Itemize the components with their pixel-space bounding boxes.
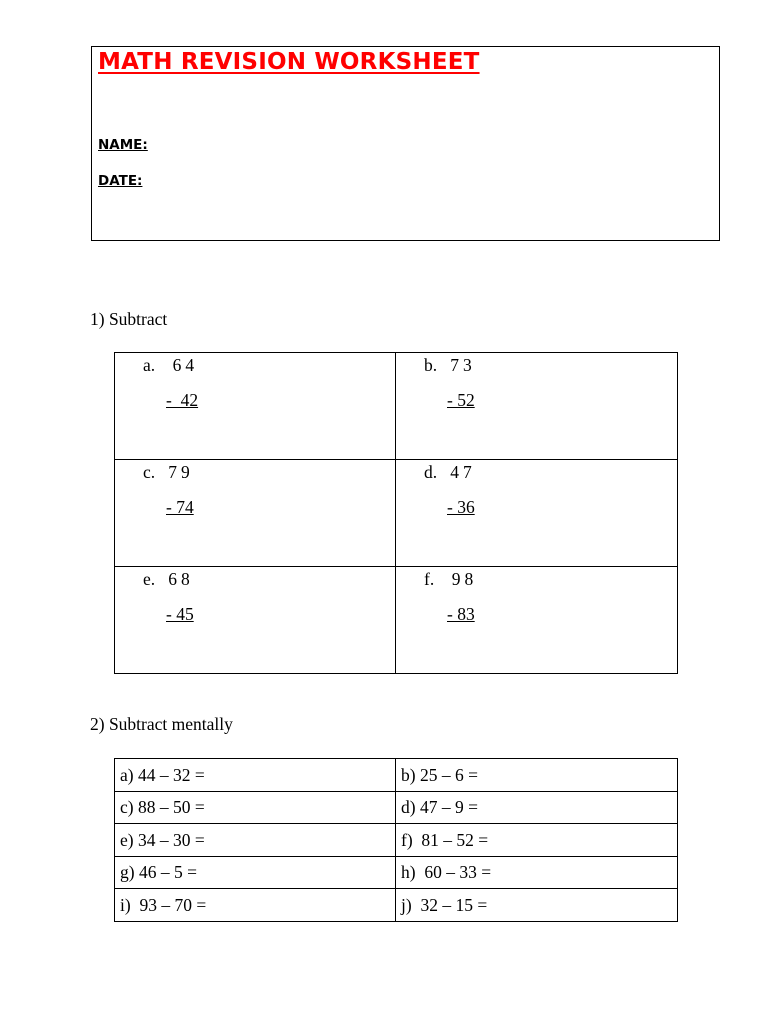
problem-letter: c.: [143, 462, 156, 482]
worksheet-title: MATH REVISION WORKSHEET: [98, 49, 480, 75]
mental-item-f: f) 81 – 52 =: [396, 824, 678, 857]
problem-letter: f.: [424, 569, 435, 589]
table-row: [115, 353, 678, 460]
problem-minuend: 47: [450, 462, 476, 482]
problem-minuend: 98: [451, 569, 478, 589]
problem-top-line: [424, 355, 476, 376]
mental-subtraction-table: [114, 758, 678, 922]
problem-top-line: [424, 569, 477, 590]
problem-letter: e.: [143, 569, 156, 589]
problem-top-line: [143, 355, 198, 376]
table-row: [115, 856, 678, 889]
problem-subtrahend: - 42: [166, 390, 199, 410]
problem-letter: a.: [143, 355, 156, 375]
problem-subtrahend: - 52: [447, 390, 475, 410]
problem-cell-d: [396, 460, 678, 567]
problem-minuend: 79: [168, 462, 194, 482]
table-row: [115, 460, 678, 567]
problem-subtrahend: - 36: [447, 497, 475, 517]
problem-minuend: 68: [168, 569, 194, 589]
problem-top-line: [143, 569, 194, 590]
table-row: [115, 759, 678, 792]
problem-cell-b: [396, 353, 678, 460]
problem-cell-e: [115, 567, 396, 674]
problem-top-line: [143, 462, 194, 483]
mental-item-a: a) 44 – 32 =: [115, 759, 396, 792]
problem-cell-a: [115, 353, 396, 460]
mental-item-e: e) 34 – 30 =: [115, 824, 396, 857]
problem-cell-f: [396, 567, 678, 674]
table-row: [115, 824, 678, 857]
mental-item-h: h) 60 – 33 =: [396, 856, 678, 889]
problem-cell-c: [115, 460, 396, 567]
problem-minuend: 73: [450, 355, 476, 375]
problem-subtrahend: - 83: [447, 604, 475, 624]
name-label: NAME:: [98, 137, 148, 153]
date-label: DATE:: [98, 173, 143, 189]
subtraction-table: [114, 352, 678, 674]
problem-subtrahend: - 74: [166, 497, 194, 517]
mental-item-b: b) 25 – 6 =: [396, 759, 678, 792]
problem-top-line: [424, 462, 476, 483]
mental-item-g: g) 46 – 5 =: [115, 856, 396, 889]
worksheet-header-box: [91, 46, 720, 241]
table-row: [115, 791, 678, 824]
problem-letter: b.: [424, 355, 438, 375]
section-2-heading: 2) Subtract mentally: [90, 714, 233, 734]
table-row: [115, 567, 678, 674]
mental-item-i: i) 93 – 70 =: [115, 889, 396, 922]
section-1-heading: 1) Subtract: [90, 309, 168, 329]
mental-item-d: d) 47 – 9 =: [396, 791, 678, 824]
problem-minuend: 64: [172, 355, 199, 375]
mental-item-c: c) 88 – 50 =: [115, 791, 396, 824]
problem-letter: d.: [424, 462, 438, 482]
problem-subtrahend: - 45: [166, 604, 194, 624]
table-row: [115, 889, 678, 922]
mental-item-j: j) 32 – 15 =: [396, 889, 678, 922]
